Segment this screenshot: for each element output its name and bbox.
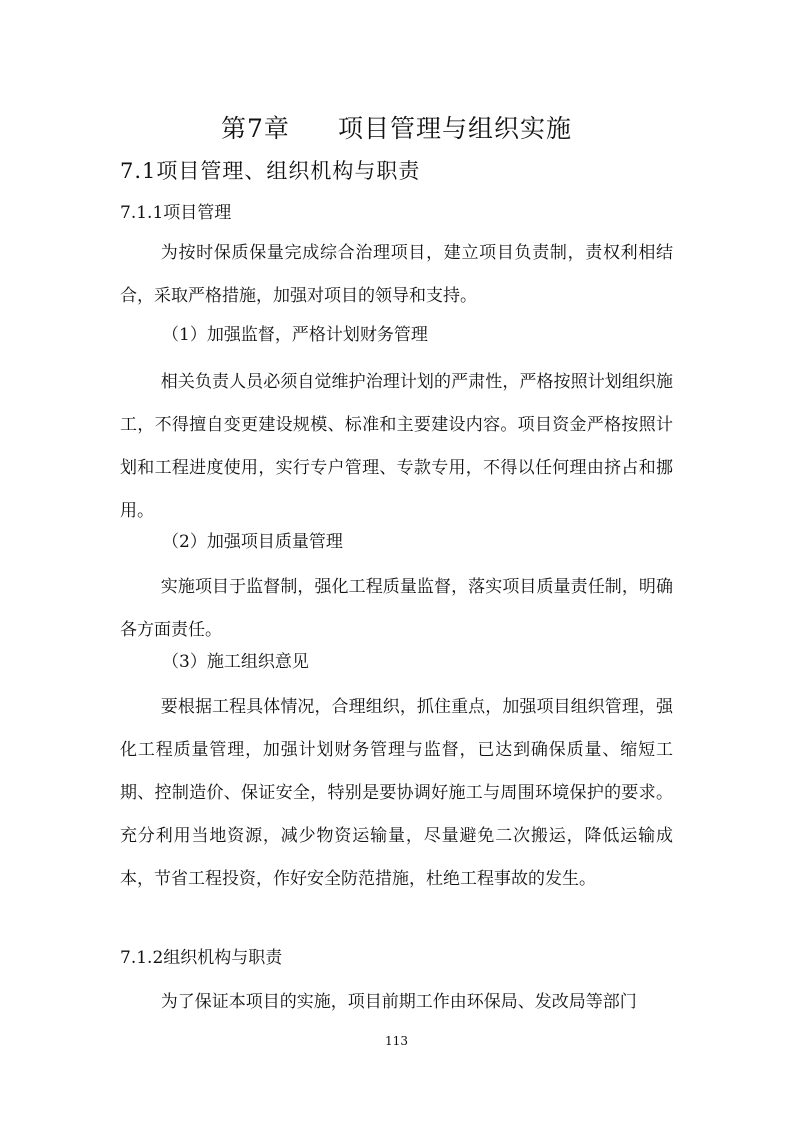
paragraph-construction: 要根据工程具体情况，合理组织，抓住重点，加强项目组织管理，强化工程质量管理，加强计划财务管理与监督，已达到确保质量、缩短工期、控制造价、保证安全，特别是要协调好施工与周围环境保护的要求。充分利用当地资源，减少物资运输量，尽量避免二次搬运，降低运输成本，节省工程投资，作好安全防范措施，杜绝工程事故的发生。 (120, 697, 673, 889)
paragraph-organization-intro: 为了保证本项目的实施，项目前期工作由环保局、发改局等部门 (160, 992, 637, 1012)
page-number: 113 (385, 1034, 408, 1048)
item-heading-supervision: （1）加强监督，严格计划财务管理 (162, 325, 428, 345)
paragraph-project-management-intro: 为按时保质保量完成综合治理项目，建立项目负责制，责权利相结合，采取严格措施，加强对项目的领导和支持。 (120, 243, 673, 306)
item-heading-quality: （2）加强项目质量管理 (162, 532, 343, 552)
subsection-heading-organization: 7.1.2组织机构与职责 (120, 948, 283, 968)
chapter-name: 项目管理与组织实施 (337, 114, 572, 143)
paragraph-supervision: 相关负责人员必须自觉维护治理计划的严肃性，严格按照计划组织施工，不得擅自变更建设规模、标准和主要建设内容。项目资金严格按照计划和工程进度使用，实行专户管理、专款专用，不得以任何理由挤占和挪用。 (120, 372, 673, 521)
section-title: 7.1项目管理、组织机构与职责 (120, 159, 421, 183)
subsection-heading-project-management: 7.1.1项目管理 (120, 203, 232, 223)
paragraph-quality: 实施项目于监督制，强化工程质量监督，落实项目质量责任制，明确各方面责任。 (120, 577, 673, 640)
item-heading-construction: （3）施工组织意见 (162, 652, 309, 672)
chapter-number: 第7章 (221, 114, 290, 143)
chapter-title (0, 112, 793, 146)
